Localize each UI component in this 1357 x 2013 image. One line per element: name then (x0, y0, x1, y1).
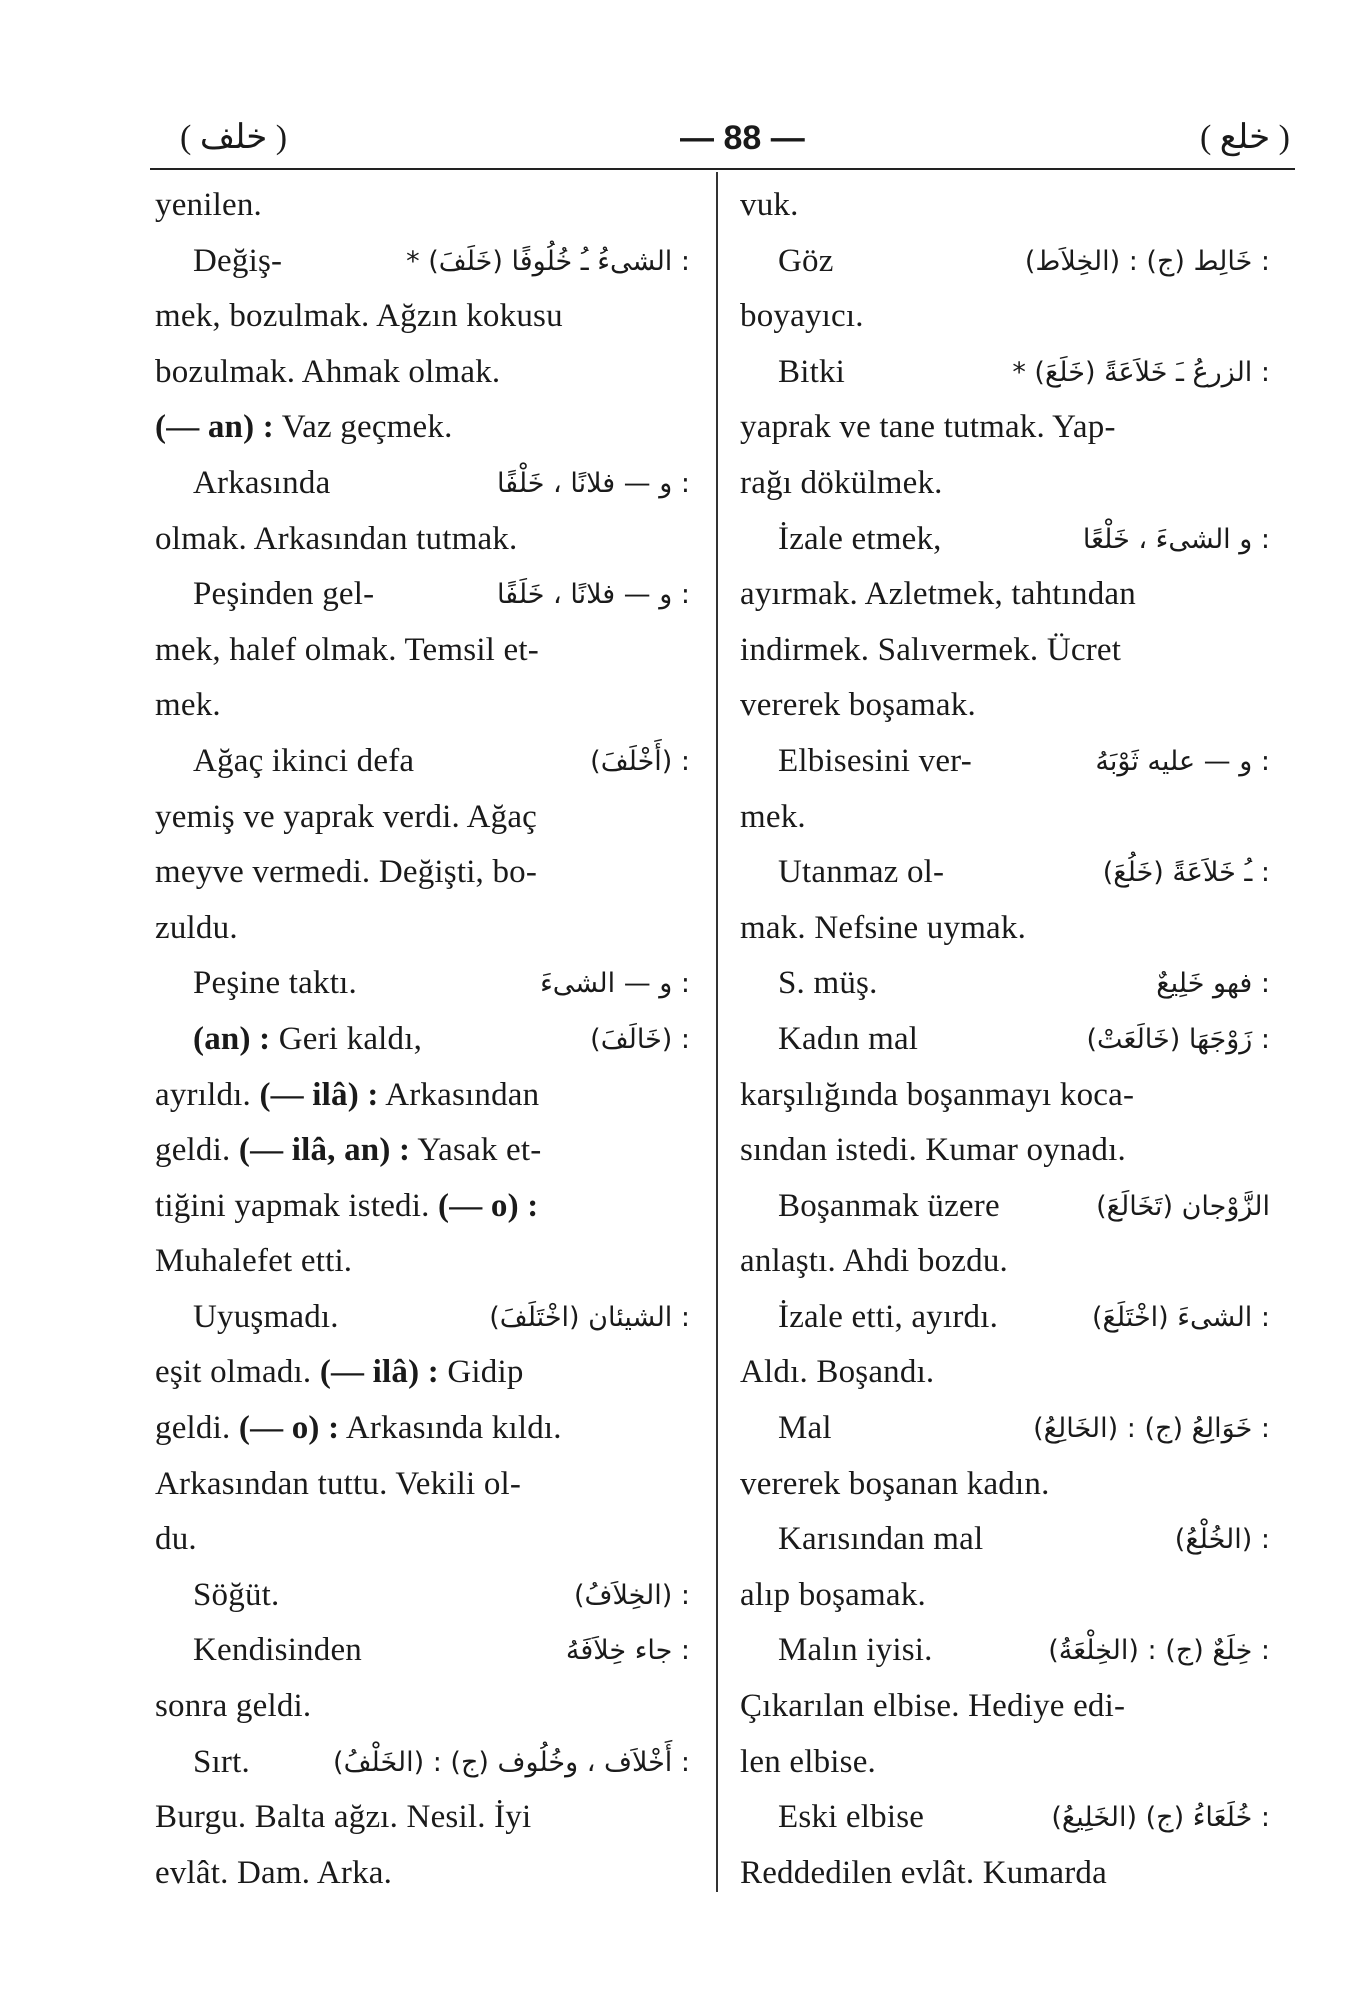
arabic-headword: (الخَالِعُ) : (ج) خَوَالِعُ : (1033, 1413, 1270, 1445)
left-column (155, 178, 690, 1901)
entry-text: Malın iyisi. (778, 1632, 933, 1669)
entry-text: sonra geldi. (155, 1688, 312, 1725)
bold-term: (— o) : (438, 1187, 539, 1224)
entry-text: evlât. Dam. Arka. (155, 1854, 393, 1891)
entry-text: Gidip (438, 1354, 524, 1391)
text-line (155, 845, 690, 901)
text-line (740, 1012, 1270, 1068)
text-line (155, 623, 690, 679)
text-line (155, 1290, 690, 1346)
text-line (740, 1679, 1270, 1735)
entry-text: ayırmak. Azletmek, tahtından (740, 576, 1136, 613)
entry-text: Mal (778, 1410, 832, 1447)
arabic-headword: (الخِلْعَةُ) : (ج) خِلَعٌ : (1048, 1635, 1270, 1667)
arabic-headword: (خَالَفَ) : (590, 1023, 690, 1055)
text-line (740, 1234, 1270, 1290)
entry-text: Geri kaldı, (270, 1020, 423, 1057)
text-line (740, 1068, 1270, 1124)
entry-text: du. (155, 1521, 197, 1558)
entry-text: Eski elbise (778, 1799, 925, 1836)
text-line (740, 734, 1270, 790)
text-line (155, 1401, 690, 1457)
right-column (740, 178, 1270, 1901)
entry-text: Bitki (778, 353, 846, 390)
entry-text: indirmek. Salıvermek. Ücret (740, 631, 1122, 668)
text-line (740, 567, 1270, 623)
entry-text: Burgu. Balta ağzı. Nesil. İyi (155, 1799, 532, 1836)
text-line (740, 1623, 1270, 1679)
running-header (150, 108, 1290, 168)
entry-text: mek, bozulmak. Ağzın kokusu (155, 298, 563, 335)
text-line (740, 1345, 1270, 1401)
entry-text: İzale etmek, (778, 520, 942, 557)
entry-text: Utanmaz ol- (778, 854, 945, 891)
text-line (740, 790, 1270, 846)
arabic-headword: (الخَلِيعُ) (ج) خُلَعَاءُ : (1051, 1802, 1270, 1834)
arabic-headword: و — عليه ثَوْبَهُ : (1095, 745, 1270, 777)
text-line (155, 1846, 690, 1902)
entry-text: tiğini yapmak istedi. (155, 1187, 439, 1224)
entry-text: mek, halef olmak. Temsil et- (155, 631, 539, 668)
arabic-headword: و — فلانًا ، خَلَفًا : (496, 579, 690, 611)
text-line (155, 901, 690, 957)
text-line (740, 345, 1270, 401)
entry-text: boyayıcı. (740, 298, 864, 335)
text-line (155, 734, 690, 790)
text-line (740, 456, 1270, 512)
text-line (740, 400, 1270, 456)
entry-text: karşılığında boşanmayı koca- (740, 1076, 1135, 1113)
entry-text: Elbisesini ver- (778, 742, 972, 779)
entry-text: Vaz geçmek. (273, 409, 453, 446)
entry-text: Çıkarılan elbise. Hediye edi- (740, 1688, 1126, 1725)
bold-term: (— ilâ) : (259, 1076, 379, 1113)
text-line (155, 1012, 690, 1068)
arabic-headword: * (خَلَعَ) الزرعُ ـَ خَلاَعَةً : (1012, 356, 1270, 388)
text-line (740, 178, 1270, 234)
text-line (155, 1234, 690, 1290)
entry-text: vuk. (740, 187, 799, 223)
text-line (740, 901, 1270, 957)
text-line (155, 289, 690, 345)
arabic-headword: (خَالَعَتْ) زَوْجَهَا : (1086, 1023, 1270, 1055)
text-line (155, 1345, 690, 1401)
entry-text: Reddedilen evlât. Kumarda (740, 1854, 1107, 1891)
entry-text: mek. (740, 798, 806, 835)
text-line (155, 512, 690, 568)
entry-text: vererek boşanan kadın. (740, 1465, 1050, 1502)
bold-term: (— an) : (155, 409, 274, 446)
text-line (740, 234, 1270, 290)
arabic-headword: * (خَلَفَ) الشىءُ ـُ خُلُوفًا : (406, 245, 690, 277)
text-line (155, 456, 690, 512)
entry-text: Arkasında (193, 464, 331, 501)
text-line (155, 1735, 690, 1791)
bold-term: (— o) : (238, 1410, 340, 1447)
header-rule (150, 168, 1295, 170)
text-line (155, 1179, 690, 1235)
right-guide-word: ( خلع ) (1199, 119, 1290, 156)
entry-text: Söğüt. (193, 1576, 280, 1613)
entry-text: Arkasından (378, 1076, 540, 1113)
entry-text: olmak. Arkasından tutmak. (155, 520, 518, 557)
text-line (155, 956, 690, 1012)
text-line (155, 790, 690, 846)
entry-text: Karısından mal (778, 1521, 984, 1558)
text-line (740, 1568, 1270, 1624)
entry-text: alıp boşamak. (740, 1576, 926, 1613)
text-line (740, 1401, 1270, 1457)
entry-text: sından istedi. Kumar oynadı. (740, 1132, 1126, 1169)
entry-text: Sırt. (193, 1743, 250, 1780)
entry-text: Peşine taktı. (193, 965, 357, 1002)
text-line (740, 1179, 1270, 1235)
text-line (740, 1290, 1270, 1346)
text-line (155, 1123, 690, 1179)
text-line (155, 1568, 690, 1624)
entry-text: İzale etti, ayırdı. (778, 1298, 999, 1335)
entry-text: vererek boşamak. (740, 687, 976, 724)
text-line (155, 1457, 690, 1513)
entry-text: Peşinden gel- (193, 576, 375, 613)
bold-term: (— ilâ, an) : (238, 1132, 411, 1169)
entry-text: len elbise. (740, 1743, 876, 1780)
text-line (740, 845, 1270, 901)
entry-text: yemiş ve yaprak verdi. Ağaç (155, 798, 538, 835)
text-line (740, 1790, 1270, 1846)
text-line (155, 1068, 690, 1124)
page-number: — 88 — (680, 119, 805, 157)
arabic-headword: جاء خِلاَفَهُ : (565, 1635, 690, 1667)
arabic-headword: و — الشىءَ : (540, 968, 690, 1000)
text-line (740, 1846, 1270, 1902)
entry-text: Arkasından tuttu. Vekili ol- (155, 1465, 522, 1502)
text-line (740, 1457, 1270, 1513)
entry-text: meyve vermedi. Değişti, bo- (155, 854, 538, 891)
entry-text: anlaştı. Ahdi bozdu. (740, 1243, 1008, 1280)
arabic-headword: و الشىءَ ، خَلْعًا : (1082, 523, 1270, 555)
text-line (740, 289, 1270, 345)
arabic-headword: فهو خَلِيعٌ : (1156, 968, 1270, 1000)
text-line (740, 1123, 1270, 1179)
entry-text: mak. Nefsine uymak. (740, 909, 1027, 946)
entry-text: Uyuşmadı. (193, 1298, 339, 1335)
text-line (155, 678, 690, 734)
entry-text: Arkasında kıldı. (339, 1410, 562, 1447)
text-line (740, 1512, 1270, 1568)
arabic-headword: (اخْتَلَفَ) الشيئان : (489, 1301, 690, 1333)
left-guide-word: ( خلف ) (180, 119, 288, 156)
entry-text: yaprak ve tane tutmak. Yap- (740, 409, 1116, 446)
text-line (740, 1735, 1270, 1791)
text-line (740, 512, 1270, 568)
entry-text: Değiş- (193, 242, 283, 279)
text-line (155, 178, 690, 234)
arabic-headword: (الخُلْعُ) : (1174, 1524, 1270, 1556)
text-line (740, 623, 1270, 679)
text-line (155, 1679, 690, 1735)
entry-text: Kendisinden (193, 1632, 363, 1669)
text-line (740, 956, 1270, 1012)
entry-text: Göz (778, 242, 834, 279)
entry-text: yenilen. (155, 187, 262, 223)
entry-text: ayrıldı. (155, 1076, 260, 1113)
entry-text: rağı dökülmek. (740, 464, 943, 501)
arabic-headword: (أَخْلَفَ) : (590, 745, 690, 777)
bold-term: (an) : (193, 1020, 271, 1057)
arabic-headword: (الخِلاَفُ) : (573, 1579, 690, 1611)
entry-text: eşit olmadı. (155, 1354, 320, 1391)
arabic-headword: (اخْتَلَعَ) الشىءَ : (1091, 1301, 1270, 1333)
entry-text: S. müş. (778, 965, 878, 1002)
entry-text: Boşanmak üzere (778, 1187, 1000, 1224)
entry-text: geldi. (155, 1410, 239, 1447)
column-divider (716, 172, 718, 1892)
entry-text: Muhalefet etti. (155, 1243, 353, 1280)
entry-text: mek. (155, 687, 221, 724)
text-line (155, 567, 690, 623)
arabic-headword: و — فلانًا ، خَلْفًا : (496, 467, 690, 499)
arabic-headword: (تَخَالَعَ) الزَّوْجان (1096, 1190, 1270, 1222)
entry-text: Aldı. Boşandı. (740, 1354, 935, 1391)
entry-text: Ağaç ikinci defa (193, 742, 415, 779)
arabic-headword: (خَلُعَ) ـُ خَلاَعَةً : (1102, 857, 1270, 889)
entry-text: zuldu. (155, 909, 238, 946)
arabic-headword: (الخَلْفُ) : (ج) أَخْلاَف ، وخُلُوف : (333, 1746, 690, 1778)
bold-term: (— ilâ) : (319, 1354, 439, 1391)
entry-text: bozulmak. Ahmak olmak. (155, 353, 501, 390)
entry-text: Yasak et- (410, 1132, 542, 1169)
entry-text: Kadın mal (778, 1020, 919, 1057)
text-line (155, 234, 690, 290)
text-line (155, 400, 690, 456)
text-line (155, 1790, 690, 1846)
arabic-headword: (الخِلاَط) : (ج) خَالِط : (1024, 245, 1270, 277)
text-line (155, 1512, 690, 1568)
text-line (155, 345, 690, 401)
text-line (740, 678, 1270, 734)
text-line (155, 1623, 690, 1679)
entry-text: geldi. (155, 1132, 239, 1169)
